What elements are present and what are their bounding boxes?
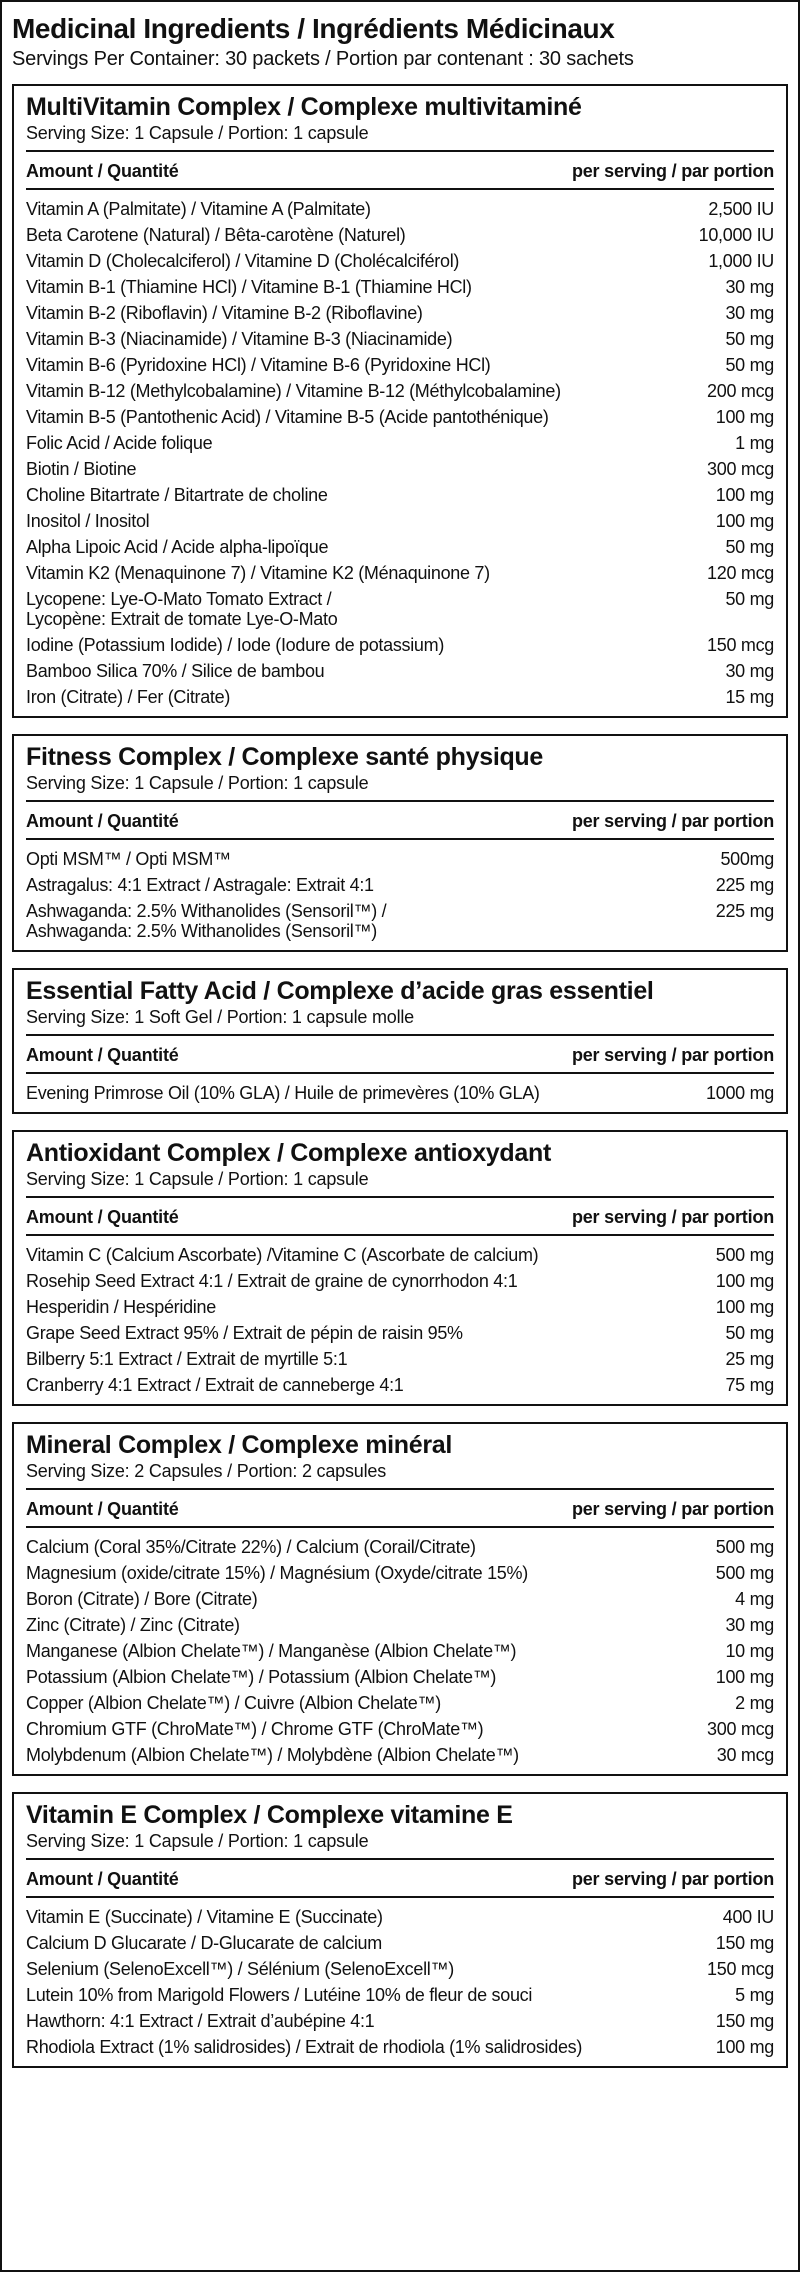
ingredient-name: Alpha Lipoic Acid / Acide alpha-lipoïque: [26, 537, 329, 557]
ingredient-name: Manganese (Albion Chelate™) / Manganèse (Albion Chelate™): [26, 1641, 517, 1661]
ingredient-name: Biotin / Biotine: [26, 459, 137, 479]
ingredient-name: Molybdenum (Albion Chelate™) / Molybdène (Albion Chelate™): [26, 1745, 519, 1765]
section-title: Vitamin E Complex / Complexe vitamine E: [26, 1801, 513, 1829]
column-header-per-serving: per serving / par portion: [571, 1869, 774, 1889]
ingredient-name: Evening Primrose Oil (10% GLA) / Huile de primevères (10% GLA): [26, 1083, 540, 1103]
ingredient-name: Rhodiola Extract (1% salidrosides) / Extrait de rhodiola (1% salidrosides): [26, 2037, 583, 2057]
ingredient-row: [26, 274, 774, 300]
ingredient-amount: 500 mg: [715, 1245, 774, 1265]
ingredient-amount: 15 mg: [725, 687, 774, 707]
ingredient-row: [26, 1956, 774, 1982]
ingredient-name: Copper (Albion Chelate™) / Cuivre (Albion Chelate™): [26, 1693, 441, 1713]
ingredient-amount: 120 mcg: [707, 563, 774, 583]
ingredient-row: [26, 456, 774, 482]
ingredient-name: Hesperidin / Hespéridine: [26, 1297, 216, 1317]
ingredient-name: Bamboo Silica 70% / Silice de bambou: [26, 661, 325, 681]
ingredient-name: Chromium GTF (ChroMate™) / Chrome GTF (ChroMate™): [26, 1719, 484, 1739]
ingredient-amount: 100 mg: [715, 1667, 774, 1687]
ingredient-amount: 400 IU: [722, 1907, 774, 1927]
ingredient-name: Bilberry 5:1 Extract / Extrait de myrtille 5:1: [26, 1349, 348, 1369]
ingredient-row: [26, 1320, 774, 1346]
ingredient-name: Rosehip Seed Extract 4:1 / Extrait de graine de cynorrhodon 4:1: [26, 1271, 518, 1291]
column-header-amount: Amount / Quantité: [26, 1499, 179, 1519]
section-title: Fitness Complex / Complexe santé physique: [26, 743, 544, 771]
ingredient-amount: 500 mg: [715, 1563, 774, 1583]
ingredient-amount: 500mg: [720, 849, 774, 869]
ingredient-row: [26, 482, 774, 508]
ingredient-amount: 100 mg: [715, 1297, 774, 1317]
ingredient-name: Vitamin A (Palmitate) / Vitamine A (Palmitate): [26, 199, 371, 219]
ingredient-name: Iodine (Potassium Iodide) / Iode (Iodure de potassium): [26, 635, 445, 655]
ingredient-amount: 50 mg: [725, 355, 774, 375]
ingredient-amount: 150 mcg: [707, 1959, 774, 1979]
ingredient-row: [26, 1242, 774, 1268]
ingredient-row: [26, 2034, 774, 2060]
ingredient-section: [12, 84, 788, 718]
ingredient-amount: 30 mg: [725, 277, 774, 297]
ingredient-amount: 5 mg: [735, 1985, 774, 2005]
ingredient-row: [26, 2008, 774, 2034]
ingredient-name: Ashwaganda: 2.5% Withanolides (Sensoril™) / Ashwaganda: 2.5% Withanolides (Sensoril™): [26, 901, 387, 941]
ingredient-row: [26, 248, 774, 274]
ingredient-name: Vitamin B-6 (Pyridoxine HCl) / Vitamine B-6 (Pyridoxine HCl): [26, 355, 491, 375]
ingredient-amount: 500 mg: [715, 1537, 774, 1557]
ingredient-row: [26, 300, 774, 326]
ingredient-row: [26, 1294, 774, 1320]
ingredient-name: Grape Seed Extract 95% / Extrait de pépin de raisin 95%: [26, 1323, 463, 1343]
ingredient-name: Magnesium (oxide/citrate 15%) / Magnésium (Oxyde/citrate 15%): [26, 1563, 528, 1583]
ingredient-row: [26, 430, 774, 456]
column-header-amount: Amount / Quantité: [26, 161, 179, 181]
section-serving-size: Serving Size: 1 Capsule / Portion: 1 capsule: [26, 122, 774, 152]
ingredient-amount: 50 mg: [725, 589, 774, 609]
ingredient-row: [26, 1080, 774, 1106]
ingredient-amount: 2 mg: [735, 1693, 774, 1713]
ingredient-name: Vitamin E (Succinate) / Vitamine E (Succinate): [26, 1907, 383, 1927]
section-serving-size: Serving Size: 1 Capsule / Portion: 1 capsule: [26, 1168, 774, 1198]
column-header-per-serving: per serving / par portion: [571, 811, 774, 831]
column-header-row: [26, 152, 774, 190]
ingredient-section: [12, 1792, 788, 2068]
ingredient-amount: 100 mg: [715, 485, 774, 505]
ingredient-row: [26, 1534, 774, 1560]
ingredient-amount: 2,500 IU: [708, 199, 774, 219]
ingredient-name: Astragalus: 4:1 Extract / Astragale: Extrait 4:1: [26, 875, 374, 895]
ingredient-amount: 225 mg: [715, 875, 774, 895]
ingredient-row: [26, 1664, 774, 1690]
ingredient-amount: 30 mg: [725, 1615, 774, 1635]
ingredient-name: Iron (Citrate) / Fer (Citrate): [26, 687, 231, 707]
ingredient-name: Opti MSM™ / Opti MSM™: [26, 849, 231, 869]
ingredient-amount: 200 mcg: [707, 381, 774, 401]
ingredient-section: [12, 968, 788, 1114]
ingredient-amount: 50 mg: [725, 537, 774, 557]
section-serving-size: Serving Size: 1 Capsule / Portion: 1 capsule: [26, 772, 774, 802]
ingredient-name: Zinc (Citrate) / Zinc (Citrate): [26, 1615, 240, 1635]
ingredient-amount: 1000 mg: [706, 1083, 774, 1103]
ingredient-amount: 50 mg: [725, 329, 774, 349]
ingredient-name: Vitamin D (Cholecalciferol) / Vitamine D (Cholécalciférol): [26, 251, 460, 271]
ingredient-amount: 10,000 IU: [698, 225, 774, 245]
ingredient-row: [26, 658, 774, 684]
ingredient-row: [26, 1930, 774, 1956]
ingredient-row: [26, 1904, 774, 1930]
ingredient-amount: 225 mg: [715, 901, 774, 921]
ingredient-name: Vitamin B-2 (Riboflavin) / Vitamine B-2 (Riboflavine): [26, 303, 423, 323]
column-header-row: [26, 1860, 774, 1898]
section-title: Essential Fatty Acid / Complexe d’acide gras essentiel: [26, 977, 654, 1005]
ingredient-amount: 30 mcg: [716, 1745, 774, 1765]
column-header-per-serving: per serving / par portion: [571, 161, 774, 181]
ingredient-amount: 100 mg: [715, 1271, 774, 1291]
column-header-per-serving: per serving / par portion: [571, 1045, 774, 1065]
ingredient-name: Vitamin K2 (Menaquinone 7) / Vitamine K2 (Ménaquinone 7): [26, 563, 490, 583]
ingredient-name: Selenium (SelenoExcell™) / Sélénium (SelenoExcell™): [26, 1959, 454, 1979]
ingredient-amount: 150 mg: [715, 1933, 774, 1953]
section-title: Mineral Complex / Complexe minéral: [26, 1431, 453, 1459]
section-title: MultiVitamin Complex / Complexe multivitaminé: [26, 93, 582, 121]
ingredient-name: Lutein 10% from Marigold Flowers / Lutéine 10% de fleur de souci: [26, 1985, 533, 2005]
ingredient-row: [26, 684, 774, 710]
ingredient-name: Folic Acid / Acide folique: [26, 433, 213, 453]
servings-per-container: Servings Per Container: 30 packets / Portion par contenant : 30 sachets: [12, 48, 634, 70]
column-header-row: [26, 1490, 774, 1528]
ingredient-amount: 50 mg: [725, 1323, 774, 1343]
ingredient-amount: 150 mg: [715, 2011, 774, 2031]
column-header-row: [26, 1198, 774, 1236]
ingredient-name: Lycopene: Lye-O-Mato Tomato Extract / Lycopène: Extrait de tomate Lye-O-Mato: [26, 589, 338, 629]
ingredient-row: [26, 1612, 774, 1638]
ingredient-amount: 1,000 IU: [708, 251, 774, 271]
ingredient-row: [26, 534, 774, 560]
ingredient-amount: 30 mg: [725, 661, 774, 681]
ingredient-amount: 100 mg: [715, 511, 774, 531]
ingredient-name: Calcium D Glucarate / D-Glucarate de calcium: [26, 1933, 382, 1953]
ingredient-row: [26, 378, 774, 404]
ingredient-name: Calcium (Coral 35%/Citrate 22%) / Calcium (Corail/Citrate): [26, 1537, 476, 1557]
ingredient-amount: 4 mg: [735, 1589, 774, 1609]
column-header-amount: Amount / Quantité: [26, 1207, 179, 1227]
ingredient-row: [26, 586, 774, 632]
ingredient-row: [26, 352, 774, 378]
ingredient-row: [26, 1560, 774, 1586]
ingredient-section: [12, 734, 788, 952]
ingredient-row: [26, 898, 774, 944]
ingredient-row: [26, 560, 774, 586]
column-header-per-serving: per serving / par portion: [571, 1207, 774, 1227]
ingredient-amount: 10 mg: [725, 1641, 774, 1661]
section-title: Antioxidant Complex / Complexe antioxydant: [26, 1139, 551, 1167]
ingredient-row: [26, 1690, 774, 1716]
ingredient-name: Vitamin B-5 (Pantothenic Acid) / Vitamine B-5 (Acide pantothénique): [26, 407, 549, 427]
ingredient-amount: 30 mg: [725, 303, 774, 323]
ingredient-section: [12, 1422, 788, 1776]
ingredient-name: Vitamin B-12 (Methylcobalamine) / Vitamine B-12 (Méthylcobalamine): [26, 381, 561, 401]
ingredient-row: [26, 508, 774, 534]
ingredient-row: [26, 872, 774, 898]
ingredient-amount: 100 mg: [715, 407, 774, 427]
section-serving-size: Serving Size: 2 Capsules / Portion: 2 capsules: [26, 1460, 774, 1490]
ingredient-sections: [12, 84, 788, 2068]
ingredient-row: [26, 1268, 774, 1294]
ingredient-amount: 300 mcg: [707, 1719, 774, 1739]
ingredient-row: [26, 404, 774, 430]
ingredient-row: [26, 1982, 774, 2008]
ingredient-row: [26, 326, 774, 352]
page-title: Medicinal Ingredients / Ingrédients Médicinaux: [12, 13, 615, 44]
ingredient-row: [26, 1586, 774, 1612]
ingredient-row: [26, 196, 774, 222]
section-serving-size: Serving Size: 1 Soft Gel / Portion: 1 capsule molle: [26, 1006, 774, 1036]
ingredient-row: [26, 222, 774, 248]
column-header-amount: Amount / Quantité: [26, 1869, 179, 1889]
ingredient-name: Boron (Citrate) / Bore (Citrate): [26, 1589, 258, 1609]
column-header-row: [26, 802, 774, 840]
column-header-amount: Amount / Quantité: [26, 811, 179, 831]
ingredient-row: [26, 1742, 774, 1768]
ingredient-name: Inositol / Inositol: [26, 511, 150, 531]
ingredient-row: [26, 1346, 774, 1372]
column-header-row: [26, 1036, 774, 1074]
ingredient-section: [12, 1130, 788, 1406]
ingredient-row: [26, 1372, 774, 1398]
ingredient-name: Hawthorn: 4:1 Extract / Extrait d’aubépine 4:1: [26, 2011, 375, 2031]
ingredient-name: Beta Carotene (Natural) / Bêta-carotène (Naturel): [26, 225, 406, 245]
section-serving-size: Serving Size: 1 Capsule / Portion: 1 capsule: [26, 1830, 774, 1860]
ingredient-row: [26, 1638, 774, 1664]
ingredient-name: Cranberry 4:1 Extract / Extrait de canneberge 4:1: [26, 1375, 404, 1395]
ingredient-amount: 150 mcg: [707, 635, 774, 655]
ingredient-amount: 75 mg: [725, 1375, 774, 1395]
ingredient-amount: 300 mcg: [707, 459, 774, 479]
ingredient-amount: 25 mg: [725, 1349, 774, 1369]
ingredient-name: Potassium (Albion Chelate™) / Potassium (Albion Chelate™): [26, 1667, 497, 1687]
ingredient-amount: 100 mg: [715, 2037, 774, 2057]
ingredient-name: Vitamin C (Calcium Ascorbate) /Vitamine C (Ascorbate de calcium): [26, 1245, 539, 1265]
ingredient-row: [26, 1716, 774, 1742]
ingredient-row: [26, 632, 774, 658]
ingredient-name: Vitamin B-1 (Thiamine HCl) / Vitamine B-1 (Thiamine HCl): [26, 277, 472, 297]
column-header-amount: Amount / Quantité: [26, 1045, 179, 1065]
column-header-per-serving: per serving / par portion: [571, 1499, 774, 1519]
ingredient-row: [26, 846, 774, 872]
ingredient-name: Choline Bitartrate / Bitartrate de choline: [26, 485, 328, 505]
ingredient-amount: 1 mg: [735, 433, 774, 453]
ingredient-name: Vitamin B-3 (Niacinamide) / Vitamine B-3 (Niacinamide): [26, 329, 453, 349]
